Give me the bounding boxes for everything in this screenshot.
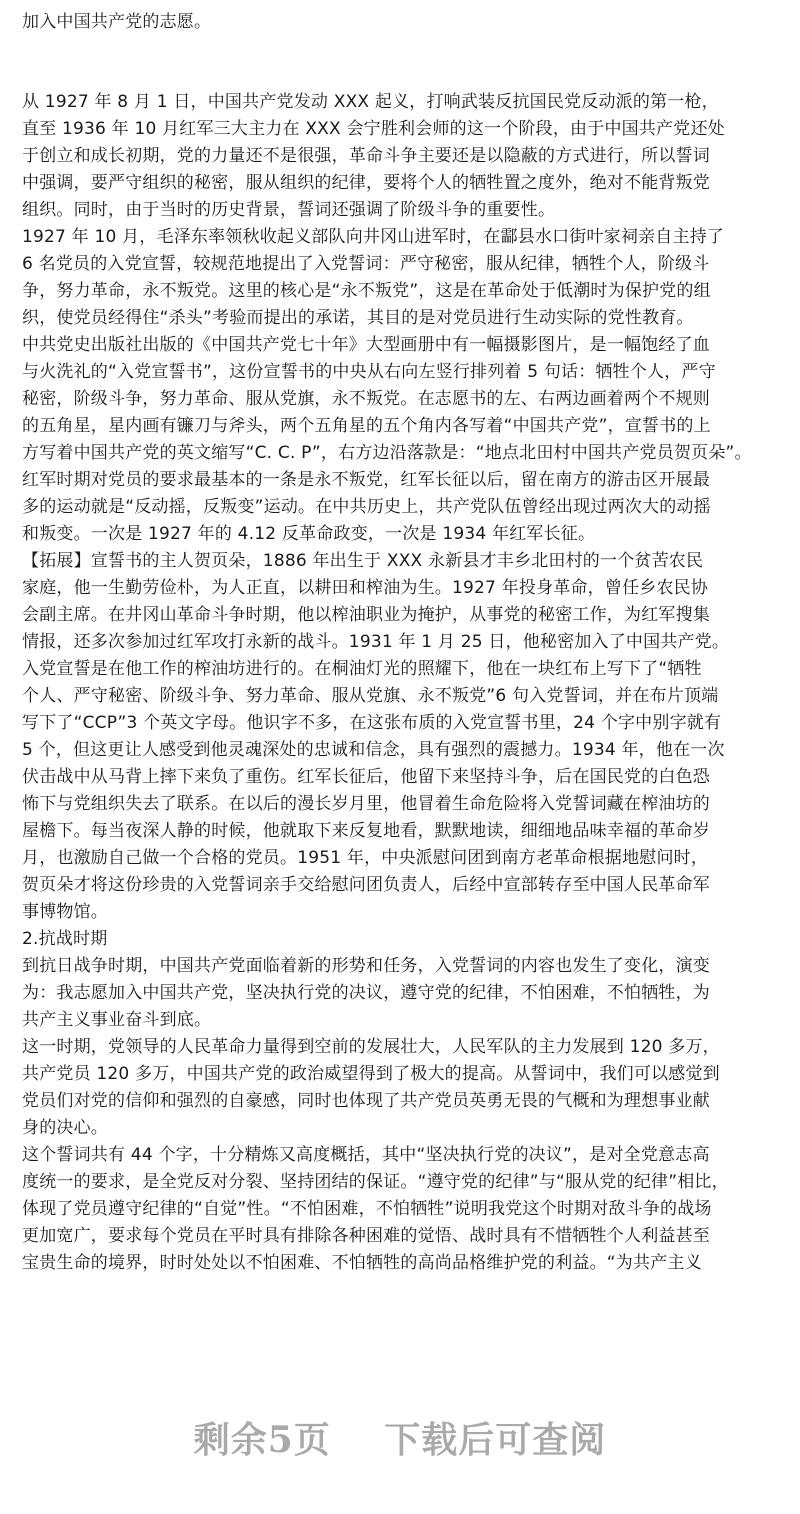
text-line: 多的运动就是“反动摇，反叛变”运动。在中共历史上，共产党队伍曾经出现过两次大的动摇 (22, 497, 711, 517)
text-line: 与火洗礼的“入党宣誓书”，这份宣誓书的中央从右向左竖行排列着 5 句话：牺牲个人，严守 (22, 362, 716, 382)
text-line: 入党宣誓是在他工作的榨油坊进行的。在桐油灯光的照耀下，他在一块红布上写下了“牺牲 (22, 659, 702, 679)
text-line: 和叛变。一次是 1927 年的 4.12 反革命政变，一次是 1934 年红军长征。 (22, 524, 596, 544)
text-line: 身的决心。 (22, 1118, 108, 1138)
text-line: 宝贵生命的境界，时时处处以不怕困难、不怕牺牲的高尚品格维护党的利益。“为共产主义 (22, 1253, 702, 1273)
text-line: 月，也激励自己做一个合格的党员。1951 年，中央派慰问团到南方老革命根据地慰问时， (22, 848, 709, 868)
text-line: 共产主义事业奋斗到底。 (22, 1010, 212, 1030)
text-line: 怖下与党组织失去了联系。在以后的漫长岁月里，他冒着生命危险将入党誓词藏在榨油坊的 (22, 794, 710, 814)
paragraph (22, 1034, 752, 1142)
download-prompt[interactable] (0, 1412, 800, 1463)
text-line: 直至 1936 年 10 月红军三大主力在 XXX 会宁胜利会师的这一个阶段，由于中国共产党还处 (22, 119, 725, 139)
text-line: 秘密，阶级斗争，努力革命、服从党旗，永不叛党。在志愿书的左、右两边画着两个不规则 (22, 389, 710, 409)
text-line: 织，使党员经得住“杀头”考验而提出的承诺，其目的是对党员进行生动实际的党性教育。 (22, 308, 694, 328)
text-line: 中共党史出版社出版的《中国共产党七十年》大型画册中有一幅摄影图片，是一幅饱经了血 (22, 335, 710, 355)
text-line: 情报，还多次参加过红军攻打永新的战斗。1931 年 1 月 25 日，他秘密加入了中国共产党。 (22, 632, 730, 652)
text-line: 事博物馆。 (22, 902, 108, 922)
text-line: 党员们对党的信仰和强烈的自豪感，同时也体现了共产党员英勇无畏的气概和为理想事业献 (22, 1091, 710, 1111)
paragraph (22, 1142, 752, 1277)
paragraph (22, 548, 752, 926)
text-line: 1927 年 10 月，毛泽东率领秋收起义部队向井冈山进军时，在酃县水口街叶家祠亲自主持了 (22, 227, 725, 247)
document-body (22, 89, 752, 1277)
text-line: 屋檐下。每当夜深人静的时候，他就取下来反复地看，默默地读，细细地品味幸福的革命岁 (22, 821, 710, 841)
text-line: 伏击战中从马背上摔下来负了重伤。红军长征后，他留下来坚持斗争，后在国民党的白色恐 (22, 767, 710, 787)
text-line: 的五角星，星内画有镰刀与斧头，两个五角星的五个角内各写着“中国共产党”，宣誓书的上 (22, 416, 711, 436)
text-line: 方写着中国共产党的英文缩写“C. C. P”，右方边沿落款是：“地点北田村中国共产党员贺页朵”。 (22, 443, 752, 463)
text-line: 中强调，要严守组织的秘密，服从组织的纪律，要将个人的牺牲置之度外，绝对不能背叛党 (22, 173, 710, 193)
intro-text (22, 9, 211, 36)
paragraph (22, 953, 752, 1034)
text-line: 2.抗战时期 (22, 929, 108, 949)
paragraph (22, 332, 752, 467)
remaining-pages-label: 剩余5页 (193, 1419, 331, 1461)
text-line: 到抗日战争时期，中国共产党面临着新的形势和任务，入党誓词的内容也发生了变化，演变 (22, 956, 710, 976)
section-heading (22, 926, 752, 953)
text-line: 为：我志愿加入中国共产党，坚决执行党的决议，遵守党的纪律，不怕困难，不怕牺牲，为 (22, 983, 710, 1003)
paragraph (22, 467, 752, 548)
text-line: 体现了党员遵守纪律的“自觉”性。“不怕困难，不怕牺牲”说明我党这个时期对敌斗争的战场 (22, 1199, 712, 1219)
text-line: 这个誓词共有 44 个字，十分精炼又高度概括，其中“坚决执行党的决议”，是对全党意志高 (22, 1145, 710, 1165)
text-line: 红军时期对党员的要求最基本的一条是永不叛党，红军长征以后，留在南方的游击区开展最 (22, 470, 710, 490)
text-line: 家庭，他一生勤劳俭朴，为人正直，以耕田和榨油为生。1927 年投身革命，曾任乡农民协 (22, 578, 709, 598)
text-line: 更加宽广，要求每个党员在平时具有排除各种困难的觉悟、战时具有不惜牺牲个人利益甚至 (22, 1226, 710, 1246)
text-line: 组织。同时，由于当时的历史背景，誓词还强调了阶级斗争的重要性。 (22, 200, 556, 220)
text-line: 争，努力革命，永不叛党。这里的核心是“永不叛党”，这是在革命处于低潮时为保护党的组 (22, 281, 711, 301)
download-to-view-label: 下载后可查阅 (384, 1419, 607, 1461)
text-line: 这一时期，党领导的人民革命力量得到空前的发展壮大，人民军队的主力发展到 120 多万， (22, 1037, 720, 1057)
text-line: 写下了“CCP”3 个英文字母。他识字不多，在这张布质的入党宣誓书里，24 个字中别字就有 (22, 713, 722, 733)
text-line: 个人、严守秘密、阶级斗争、努力革命、服从党旗、永不叛党”6 句入党誓词，并在布片顶端 (22, 686, 719, 706)
text-line: 于创立和成长初期，党的力量还不是很强，革命斗争主要还是以隐蔽的方式进行，所以誓词 (22, 146, 710, 166)
text-line: 5 个，但这更让人感受到他灵魂深处的忠诚和信念，具有强烈的震撼力。1934 年，他在一次 (22, 740, 725, 760)
text-line: 贺页朵才将这份珍贵的入党誓词亲手交给慰问团负责人，后经中宣部转存至中国人民革命军 (22, 875, 710, 895)
text-line: 从 1927 年 8 月 1 日，中国共产党发动 XXX 起义，打响武装反抗国民党反动派的第一枪， (22, 92, 719, 112)
text-line: 会副主席。在井冈山革命斗争时期，他以榨油职业为掩护，从事党的秘密工作，为红军搜集 (22, 605, 710, 625)
text-line: 加入中国共产党的志愿。 (22, 12, 212, 32)
text-line: 度统一的要求，是全党反对分裂、坚持团结的保证。“遵守党的纪律”与“服从党的纪律”相比， (22, 1172, 729, 1192)
text-line: 6 名党员的入党宣誓，较规范地提出了入党誓词：严守秘密，服从纪律，牺牲个人，阶级斗 (22, 254, 710, 274)
text-line: 【拓展】宣誓书的主人贺页朵，1886 年出生于 XXX 永新县才丰乡北田村的一个贫苦农民 (22, 551, 704, 571)
text-line: 共产党员 120 多万，中国共产党的政治威望得到了极大的提高。从誓词中，我们可以感觉到 (22, 1064, 720, 1084)
paragraph (22, 89, 752, 224)
paragraph (22, 224, 752, 332)
